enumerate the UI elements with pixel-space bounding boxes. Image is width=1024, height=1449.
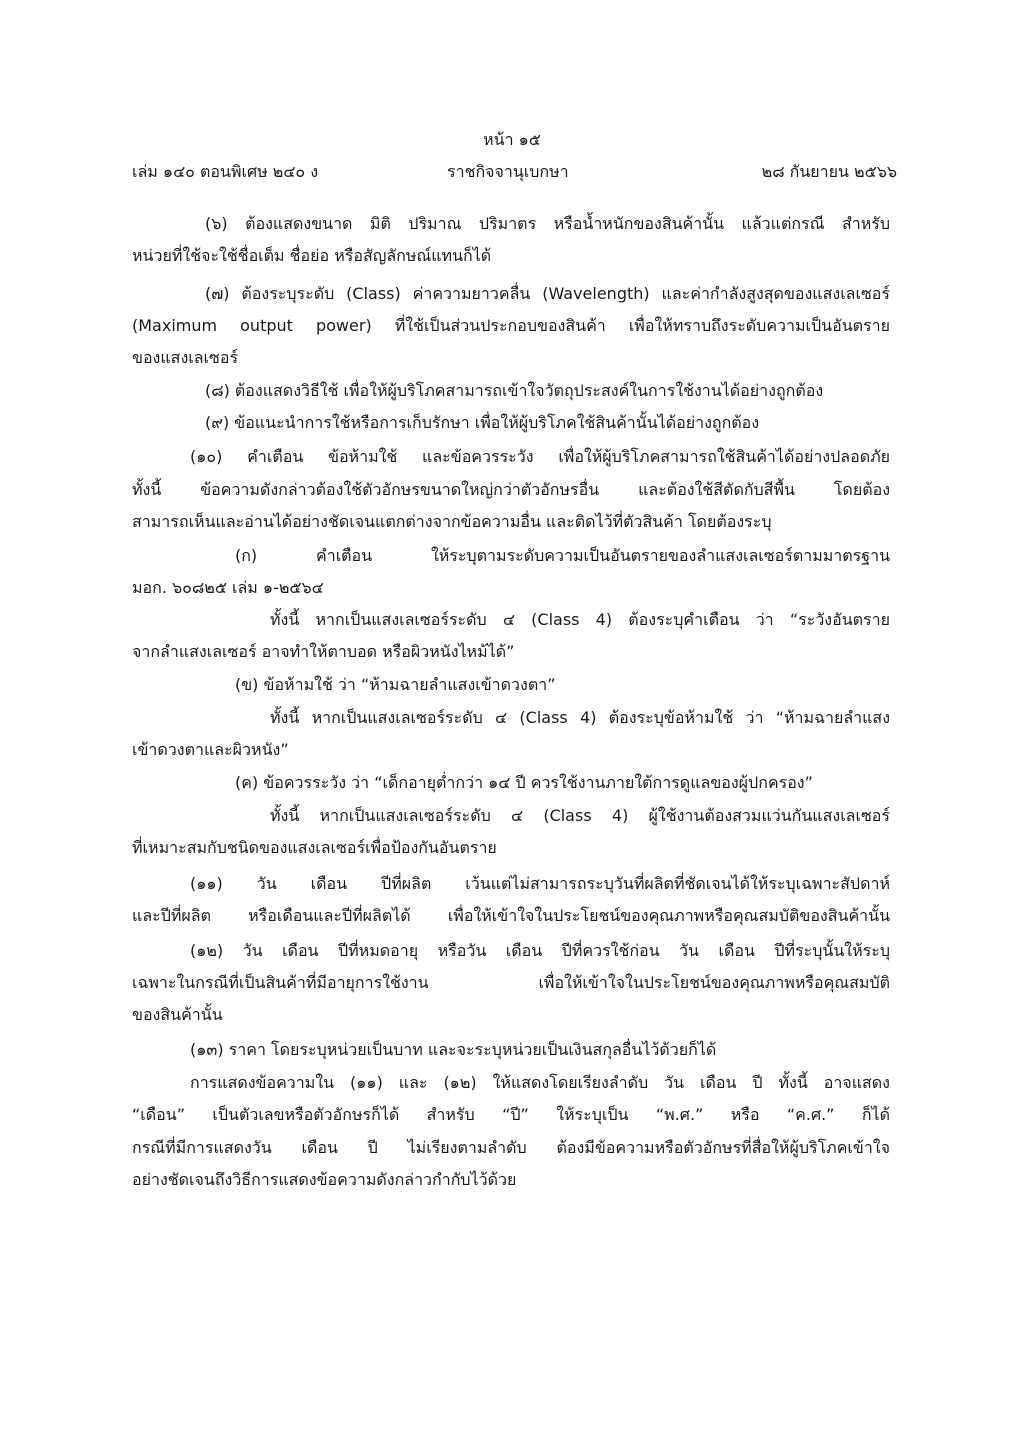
text-line: (ข) ข้อห้ามใช้ ว่า “ห้ามฉายลำแสงเข้าดวงตา”	[235, 675, 556, 694]
text-line: (๗) ต้องระบุระดับ (Class) ค่าความยาวคลื่น (Wavelength) และค่ากำลังสูงสุดของแสงเลเซอร์	[205, 284, 890, 303]
text-line: หน่วยที่ใช้จะใช้ชื่อเต็ม ชื่อย่อ หรือสัญลักษณ์แทนก็ได้	[132, 246, 492, 265]
text-line: (๑๓) ราคา โดยระบุหน่วยเป็นบาท และจะระบุหน่วยเป็นเงินสกุลอื่นไว้ด้วยก็ได้	[190, 1040, 717, 1059]
text-line: ทั้งนี้ หากเป็นแสงเลเซอร์ระดับ ๔ (Class 4) ผู้ใช้งานต้องสวมแว่นกันแสงเลเซอร์	[270, 806, 890, 825]
text-line: (Maximum output power) ที่ใช้เป็นส่วนประกอบของสินค้า เพื่อให้ทราบถึงระดับความเป็นอันตราย	[132, 316, 890, 335]
publish-date: ๒๘ กันยายน ๒๕๖๖	[761, 162, 897, 181]
text-line: (ก) คำเตือน ให้ระบุตามระดับความเป็นอันตรายของลำแสงเลเซอร์ตามมาตรฐาน	[235, 546, 890, 565]
text-line: (๘) ต้องแสดงวิธีใช้ เพื่อให้ผู้บริโภคสามารถเข้าใจวัตถุประสงค์ในการใช้งานได้อย่างถูกต้อง	[205, 381, 824, 400]
text-line: การแสดงข้อความใน (๑๑) และ (๑๒) ให้แสดงโดยเรียงลำดับ วัน เดือน ปี ทั้งนี้ อาจแสดง	[190, 1073, 890, 1092]
text-line: ทั้งนี้ ข้อความดังกล่าวต้องใช้ตัวอักษรขนาดใหญ่กว่าตัวอักษรอื่น และต้องใช้สีตัดกับสีพื้น โดยต้อง	[132, 480, 890, 499]
text-line: (๑๐) คำเตือน ข้อห้ามใช้ และข้อควรระวัง เพื่อให้ผู้บริโภคสามารถใช้สินค้าได้อย่างปลอดภัย	[190, 447, 890, 466]
text-line: และปีที่ผลิต หรือเดือนและปีที่ผลิตได้ เพื่อให้เข้าใจในประโยชน์ของคุณภาพหรือคุณสมบัติของสินค้านั้น	[132, 906, 890, 925]
text-line: “เดือน” เป็นตัวเลขหรือตัวอักษรก็ได้ สำหรับ “ปี” ให้ระบุเป็น “พ.ศ.” หรือ “ค.ศ.” ก็ได้	[132, 1105, 890, 1124]
gazette-title: ราชกิจจานุเบกษา	[447, 162, 569, 181]
gazette-header	[132, 160, 897, 182]
text-line: ของสินค้านั้น	[132, 1005, 223, 1024]
text-line: ที่เหมาะสมกับชนิดของแสงเลเซอร์เพื่อป้องกันอันตราย	[132, 838, 497, 857]
volume-issue: เล่ม ๑๔๐ ตอนพิเศษ ๒๔๐ ง	[132, 162, 319, 181]
text-line: สามารถเห็นและอ่านได้อย่างชัดเจนแตกต่างจากข้อความอื่น และติดไว้ที่ตัวสินค้า โดยต้องระบุ	[132, 512, 772, 531]
text-line: กรณีที่มีการแสดงวัน เดือน ปี ไม่เรียงตามลำดับ ต้องมีข้อความหรือตัวอักษรที่สื่อให้ผู้บริโภคเข้าใจ	[132, 1138, 890, 1157]
text-line: จากลำแสงเลเซอร์ อาจทำให้ตาบอด หรือผิวหนังไหม้ได้”	[132, 642, 515, 661]
text-line: อย่างชัดเจนถึงวิธีการแสดงข้อความดังกล่าวกำกับไว้ด้วย	[132, 1170, 517, 1189]
text-line: เข้าดวงตาและผิวหนัง”	[132, 740, 289, 759]
text-line: (๑๒) วัน เดือน ปีที่หมดอายุ หรือวัน เดือน ปีที่ควรใช้ก่อน วัน เดือน ปีที่ระบุนั้นให้ระบุ	[190, 941, 890, 960]
text-line: ของแสงเลเซอร์	[132, 348, 239, 367]
text-line: (ค) ข้อควรระวัง ว่า “เด็กอายุต่ำกว่า ๑๔ ปี ควรใช้งานภายใต้การดูแลของผู้ปกครอง”	[235, 773, 813, 792]
text-line: ทั้งนี้ หากเป็นแสงเลเซอร์ระดับ ๔ (Class 4) ต้องระบุคำเตือน ว่า “ระวังอันตราย	[270, 610, 890, 629]
page-number: หน้า ๑๕	[483, 130, 541, 149]
text-line: เฉพาะในกรณีที่เป็นสินค้าที่มีอายุการใช้งาน เพื่อให้เข้าใจในประโยชน์ของคุณภาพหรือคุณสมบัติ	[132, 973, 890, 992]
text-line: ทั้งนี้ หากเป็นแสงเลเซอร์ระดับ ๔ (Class 4) ต้องระบุข้อห้ามใช้ ว่า “ห้ามฉายลำแสง	[270, 708, 890, 727]
text-line: มอก. ๖๐๘๒๕ เล่ม ๑-๒๕๖๔	[132, 578, 324, 597]
text-line: (๑๑) วัน เดือน ปีที่ผลิต เว้นแต่ไม่สามารถระบุวันที่ผลิตที่ชัดเจนได้ให้ระบุเฉพาะสัปดาห์	[190, 874, 890, 893]
text-line: (๖) ต้องแสดงขนาด มิติ ปริมาณ ปริมาตร หรือน้ำหนักของสินค้านั้น แล้วแต่กรณี สำหรับ	[205, 214, 890, 233]
text-line: (๙) ข้อแนะนำการใช้หรือการเก็บรักษา เพื่อให้ผู้บริโภคใช้สินค้านั้นได้อย่างถูกต้อง	[205, 413, 760, 432]
